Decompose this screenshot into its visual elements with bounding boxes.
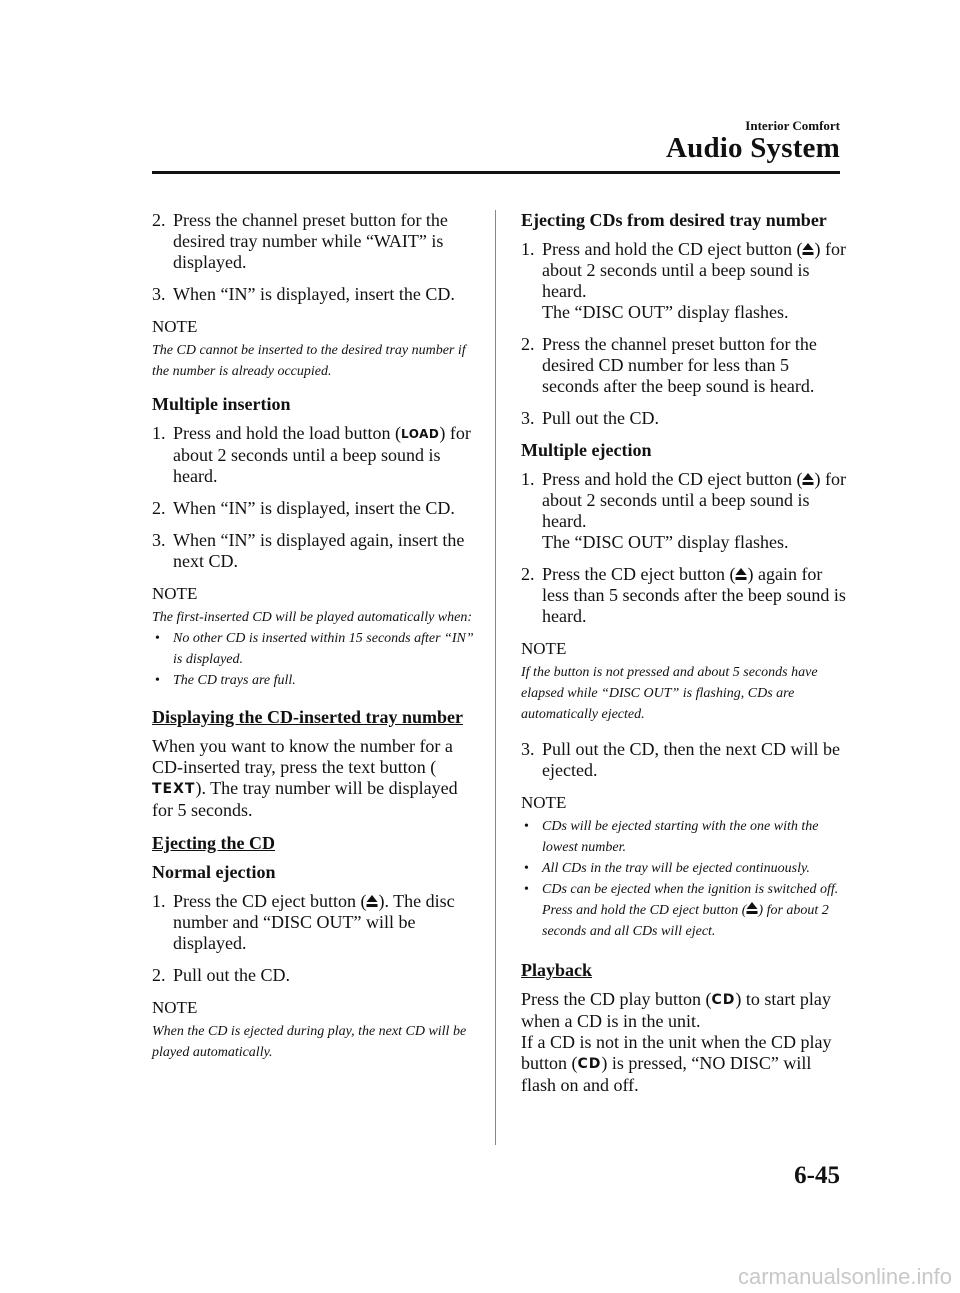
note-list	[152, 628, 477, 691]
note-label: NOTE	[152, 584, 198, 603]
heading-ejecting-cd: Ejecting the CD	[152, 833, 275, 853]
eject-icon	[366, 894, 378, 908]
note-bullet: • CDs can be ejected when the ignition is switched off. Press and hold the CD eject button ( ) for about 2 seconds and all CDs will eject.	[524, 882, 839, 939]
step-3-insert: 3. When “IN” is displayed, insert the CD.	[152, 284, 455, 304]
watermark: carmanualsonline.info	[737, 1264, 952, 1289]
me-step-1: 1. Press and hold the CD eject button ( ) for about 2 seconds until a beep sound is heard. The “DISC OUT” display flashes.	[521, 469, 846, 552]
header-section: Interior Comfort	[745, 118, 840, 133]
playback-paragraph: Press the CD play button (CD) to start play when a CD is in the unit.	[521, 989, 831, 1031]
mi-step-3: 3. When “IN” is displayed again, insert the next CD.	[152, 530, 465, 571]
mi-step-2: 2. When “IN” is displayed, insert the CD.	[152, 498, 455, 518]
d-step-3: 3. Pull out the CD.	[521, 408, 660, 428]
heading-displaying-tray: Displaying the CD-inserted tray number	[152, 707, 463, 727]
ne-step-2: 2. Pull out the CD.	[152, 965, 291, 985]
d-step-2: 2. Press the channel preset button for the desired CD number for less than 5 seconds after the beep sound is heard.	[521, 334, 817, 396]
playback-paragraph-2: If a CD is not in the unit when the CD play button (CD) is pressed, “NO DISC” will flash on and off.	[521, 1032, 832, 1095]
mi-step-1: 1. Press and hold the load button (LOAD) for about 2 seconds until a beep sound is heard.	[152, 423, 471, 486]
note-label: NOTE	[152, 998, 198, 1017]
text-button-icon: TEXT	[152, 781, 196, 797]
page-number: 6-45	[794, 1162, 840, 1189]
right-column	[521, 210, 846, 1107]
note-bullet: • CDs will be ejected starting with the one with the lowest number.	[524, 819, 819, 855]
note-text: If the button is not pressed and about 5 seconds have elapsed while “DISC OUT” is flashing, CDs are automatically ejected.	[521, 665, 818, 722]
step-2-tray: 2. Press the channel preset button for the desired tray number while “WAIT” is displayed.	[152, 210, 448, 272]
display-paragraph: When you want to know the number for a CD-inserted tray, press the text button (TEXT). The tray number will be displayed for 5 seconds.	[152, 736, 458, 820]
header-rule	[152, 171, 840, 174]
left-column	[152, 210, 477, 1075]
eject-icon	[802, 242, 814, 256]
note-bullet: • The CD trays are full.	[155, 673, 296, 688]
d-step-1: 1. Press and hold the CD eject button ( ) for about 2 seconds until a beep sound is heard. The “DISC OUT” display flashes.	[521, 239, 846, 322]
heading-playback: Playback	[521, 960, 593, 980]
subheading-multiple-ejection: Multiple ejection	[521, 440, 652, 460]
subheading-desired-tray: Ejecting CDs from desired tray number	[521, 210, 827, 230]
note-bullet: • No other CD is inserted within 15 seconds after “IN” is displayed.	[155, 631, 474, 667]
eject-icon	[802, 472, 814, 486]
note-text: The first-inserted CD will be played automatically when:	[152, 610, 473, 625]
note-text: The CD cannot be inserted to the desired tray number if the number is already occupied.	[152, 343, 466, 379]
note-label: NOTE	[521, 639, 567, 658]
note-bullet: • All CDs in the tray will be ejected continuously.	[524, 861, 810, 876]
note-text: When the CD is ejected during play, the next CD will be played automatically.	[152, 1024, 467, 1060]
subheading-normal-ejection: Normal ejection	[152, 862, 276, 882]
eject-icon	[746, 901, 758, 915]
cd-button-icon: CD	[577, 1056, 602, 1072]
note-label: NOTE	[521, 793, 567, 812]
note-list	[521, 816, 846, 942]
me-step-3: 3. Pull out the CD, then the next CD will be ejected.	[521, 739, 840, 780]
me-step-2: 2. Press the CD eject button ( ) again for less than 5 seconds after the beep sound is heard.	[521, 564, 846, 626]
column-divider	[495, 210, 496, 1145]
load-button-icon: LOAD	[400, 427, 440, 441]
ne-step-1: 1. Press the CD eject button ( ). The disc number and “DISC OUT” will be displayed.	[152, 891, 455, 953]
cd-button-icon: CD	[711, 992, 736, 1008]
page-title: Audio System	[665, 132, 840, 164]
subheading-multiple-insertion: Multiple insertion	[152, 394, 291, 414]
note-label: NOTE	[152, 317, 198, 336]
eject-icon	[735, 567, 747, 581]
